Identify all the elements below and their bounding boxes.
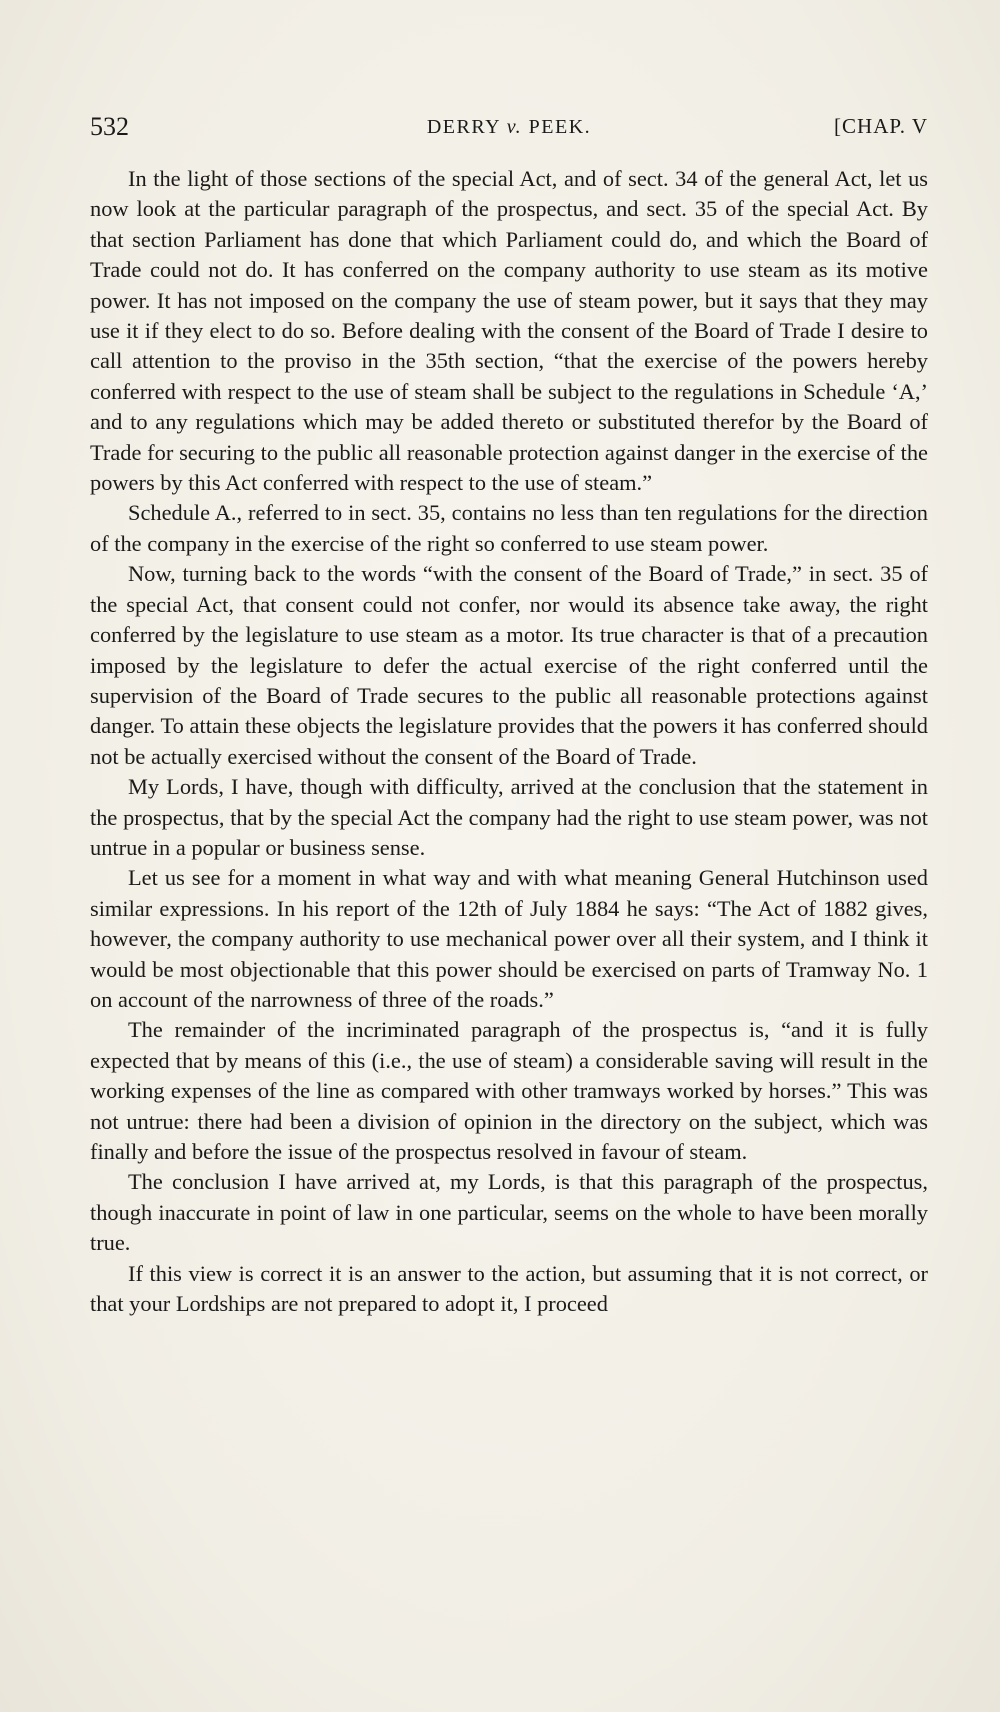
chapter-label: [CHAP. V xyxy=(834,114,928,138)
paragraph: Now, turning back to the words “with the consent of the Board of Trade,” in sect. 35 of the special Act, that consent could not confer, nor would its absence take away, the right conferred by the legislature to use steam as a motor. Its true character is that of a precaution imposed by the legislature to defer the actual exercise of the right conferred until the supervision of the Board of Trade secures to the public all reasonable protections against danger. To attain these objects the legislature provides that the powers it has conferred should not be actually exercised without the consent of the Board of Trade. xyxy=(90,561,928,769)
paragraph: My Lords, I have, though with difficulty, arrived at the conclusion that the statement in the prospectus, that by the special Act the company had the right to use steam power, was not untrue in a popular or business sense. xyxy=(90,774,928,860)
paragraph: In the light of those sections of the special Act, and of sect. 34 of the general Act, let us now look at the particular paragraph of the prospectus, and sect. 35 of the special Act. By that section Parliament has done that which Parliament could do, and which the Board of Trade could not do. It has conferred on the company authority to use steam as its motive power. It has not imposed on the company the use of steam power, but it says that they may use it if they elect to do so. Before dealing with the consent of the Board of Trade I desire to call attention to the proviso in the 35th section, “that the exercise of the powers hereby conferred with respect to the use of steam shall be subject to the regulations in Schedule ‘A,’ and to any regulations which may be added thereto or substituted therefor by the Board of Trade for securing to the public all reasonable protection against danger in the exercise of the powers by this Act conferred with respect to the use of steam.” xyxy=(90,166,928,496)
paragraph: The remainder of the incriminated paragraph of the prospectus is, “and it is fully expected that by means of this (i.e., the use of steam) a considerable saving will result in the working expenses of the line as compared with other tramways worked by horses.” This was not untrue: there had been a division of opinion in the directory on the subject, which was finally and before the issue of the prospectus resolved in favour of steam. xyxy=(90,1017,928,1164)
running-title-versus: v. xyxy=(506,116,523,138)
running-title xyxy=(90,116,928,139)
running-title-part1: DERRY xyxy=(426,116,507,138)
paragraph: The conclusion I have arrived at, my Lords, is that this paragraph of the prospectus, though inaccurate in point of law in one particular, seems on the whole to have been morally true. xyxy=(90,1169,928,1256)
body-text xyxy=(90,164,928,1319)
paragraph: Let us see for a moment in what way and with what meaning General Hutchinson used similar expressions. In his report of the 12th of July 1884 he says: “The Act of 1882 gives, however, the company authority to use mechanical power over all their system, and I think it would be most objectionable that this power should be exercised on parts of Tramway No. 1 on account of the narrowness of three of the roads.” xyxy=(90,865,928,1012)
page-number: 532 xyxy=(90,112,129,141)
running-head xyxy=(90,112,928,152)
paragraph: Schedule A., referred to in sect. 35, contains no less than ten regulations for the direction of the company in the exercise of the right so conferred to use steam power. xyxy=(90,500,928,556)
paragraph: If this view is correct it is an answer to the action, but assuming that it is not correct, or that your Lordships are not prepared to adopt it, I proceed xyxy=(90,1260,928,1317)
running-title-part2: PEEK. xyxy=(522,116,592,138)
